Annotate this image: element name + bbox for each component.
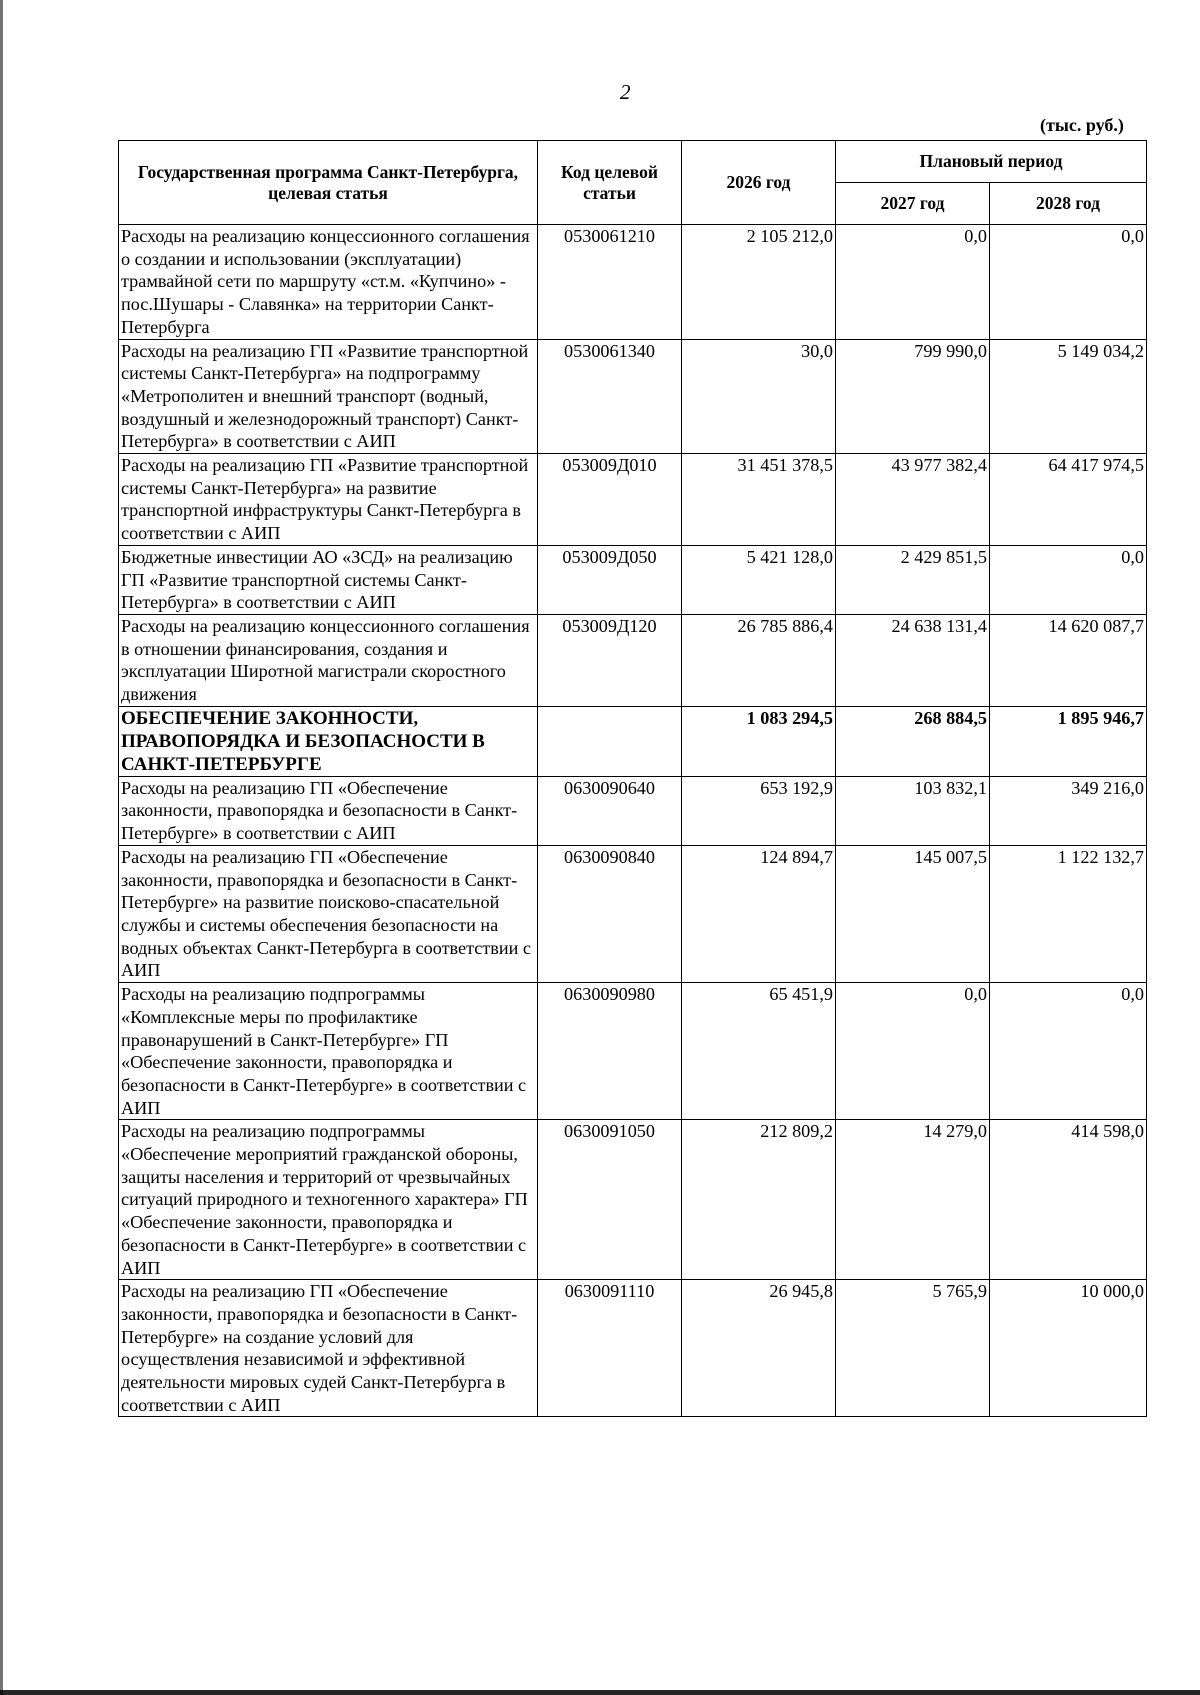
row-value-2028: 1 895 946,7 [990, 706, 1147, 776]
row-value-2026: 212 809,2 [682, 1120, 836, 1280]
row-code: 0630090840 [538, 845, 682, 982]
row-code: 0630090640 [538, 776, 682, 845]
row-value-2027: 145 007,5 [836, 845, 990, 982]
header-program: Государственная программа Санкт-Петербурга, целевая статья [119, 141, 538, 225]
header-2028: 2028 год [990, 183, 1147, 225]
row-name: Расходы на реализацию подпрограммы «Комплексные меры по профилактике правонарушений в Санкт-Петербурге» ГП «Обеспечение законности, правопорядка и безопасности в Санкт-Петербурге» в соответствии с АИП [119, 983, 538, 1120]
row-code: 0630091050 [538, 1120, 682, 1280]
row-name: ОБЕСПЕЧЕНИЕ ЗАКОННОСТИ, ПРАВОПОРЯДКА И БЕЗОПАСНОСТИ В САНКТ-ПЕТЕРБУРГЕ [119, 706, 538, 776]
row-value-2026: 30,0 [682, 339, 836, 454]
row-value-2027: 24 638 131,4 [836, 614, 990, 706]
table-row [119, 983, 1147, 1120]
row-value-2028: 64 417 974,5 [990, 454, 1147, 546]
row-value-2027: 268 884,5 [836, 706, 990, 776]
scan-bottom-edge [0, 1690, 1200, 1695]
row-code: 053009Д120 [538, 614, 682, 706]
row-value-2028: 414 598,0 [990, 1120, 1147, 1280]
row-value-2028: 0,0 [990, 545, 1147, 614]
table-row [119, 1120, 1147, 1280]
row-code: 0530061340 [538, 339, 682, 454]
row-name: Расходы на реализацию ГП «Обеспечение законности, правопорядка и безопасности в Санкт-Петербурге» на создание условий для осуществления независимой и эффективной деятельности мировых судей Санкт-Петербурга в соответствии с АИП [119, 1280, 538, 1417]
row-name: Расходы на реализацию ГП «Обеспечение законности, правопорядка и безопасности в Санкт-Петербурге» в соответствии с АИП [119, 776, 538, 845]
header-plan-period: Плановый период [836, 141, 1147, 183]
row-name: Расходы на реализацию ГП «Развитие транспортной системы Санкт-Петербурга» на подпрограмму «Метрополитен и внешний транспорт (водный, воздушный и железнодорожный транспорт) Санкт-Петербурга» в соответствии с АИП [119, 339, 538, 454]
row-value-2028: 0,0 [990, 983, 1147, 1120]
row-name: Расходы на реализацию ГП «Обеспечение законности, правопорядка и безопасности в Санкт-Петербурге» на развитие поисково-спасательной службы и системы обеспечения безопасности на водных объектах Санкт-Петербурга в соответствии с АИП [119, 845, 538, 982]
row-code: 0630091110 [538, 1280, 682, 1417]
row-code [538, 706, 682, 776]
table-row [119, 339, 1147, 454]
table-header [119, 141, 1147, 225]
table-row [119, 454, 1147, 546]
row-value-2027: 2 429 851,5 [836, 545, 990, 614]
row-value-2028: 5 149 034,2 [990, 339, 1147, 454]
row-value-2028: 349 216,0 [990, 776, 1147, 845]
row-value-2028: 1 122 132,7 [990, 845, 1147, 982]
row-name: Бюджетные инвестиции АО «ЗСД» на реализацию ГП «Развитие транспортной системы Санкт-Петербурга» в соответствии с АИП [119, 545, 538, 614]
row-value-2028: 10 000,0 [990, 1280, 1147, 1417]
row-value-2026: 26 785 886,4 [682, 614, 836, 706]
header-code: Код целевой статьи [538, 141, 682, 225]
row-value-2026: 31 451 378,5 [682, 454, 836, 546]
row-value-2027: 5 765,9 [836, 1280, 990, 1417]
table-row [119, 776, 1147, 845]
row-code: 053009Д050 [538, 545, 682, 614]
row-value-2027: 14 279,0 [836, 1120, 990, 1280]
row-name: Расходы на реализацию подпрограммы «Обеспечение мероприятий гражданской обороны, защиты населения и территорий от чрезвычайных ситуаций природного и техногенного характера» ГП «Обеспечение законности, правопорядка и безопасности в Санкт-Петербурге» в соответствии с АИП [119, 1120, 538, 1280]
row-value-2027: 0,0 [836, 225, 990, 340]
table-row [119, 545, 1147, 614]
table-row [119, 1280, 1147, 1417]
row-value-2026: 653 192,9 [682, 776, 836, 845]
row-code: 0630090980 [538, 983, 682, 1120]
header-2026: 2026 год [682, 141, 836, 225]
row-value-2026: 65 451,9 [682, 983, 836, 1120]
row-name: Расходы на реализацию концессионного соглашения в отношении финансирования, создания и эксплуатации Широтной магистрали скоростного движения [119, 614, 538, 706]
table-section-row [119, 706, 1147, 776]
table-row [119, 845, 1147, 982]
row-name: Расходы на реализацию концессионного соглашения о создании и использовании (эксплуатации) трамвайной сети по маршруту «ст.м. «Купчино» - пос.Шушары - Славянка» на территории Санкт-Петербурга [119, 225, 538, 340]
row-value-2026: 2 105 212,0 [682, 225, 836, 340]
row-value-2026: 5 421 128,0 [682, 545, 836, 614]
row-value-2026: 1 083 294,5 [682, 706, 836, 776]
row-value-2026: 124 894,7 [682, 845, 836, 982]
row-value-2027: 0,0 [836, 983, 990, 1120]
units-label: (тыс. руб.) [1040, 115, 1124, 135]
row-value-2026: 26 945,8 [682, 1280, 836, 1417]
scan-left-edge [0, 0, 3, 1695]
budget-table [118, 140, 1147, 1417]
table-body [119, 225, 1147, 1417]
row-code: 0530061210 [538, 225, 682, 340]
page-number: 2 [620, 80, 631, 104]
table-row [119, 614, 1147, 706]
row-value-2028: 0,0 [990, 225, 1147, 340]
row-name: Расходы на реализацию ГП «Развитие транспортной системы Санкт-Петербурга» на развитие транспортной инфраструктуры Санкт-Петербурга в соответствии с АИП [119, 454, 538, 546]
row-value-2027: 43 977 382,4 [836, 454, 990, 546]
table-row [119, 225, 1147, 340]
header-2027: 2027 год [836, 183, 990, 225]
row-value-2028: 14 620 087,7 [990, 614, 1147, 706]
row-code: 053009Д010 [538, 454, 682, 546]
row-value-2027: 103 832,1 [836, 776, 990, 845]
row-value-2027: 799 990,0 [836, 339, 990, 454]
